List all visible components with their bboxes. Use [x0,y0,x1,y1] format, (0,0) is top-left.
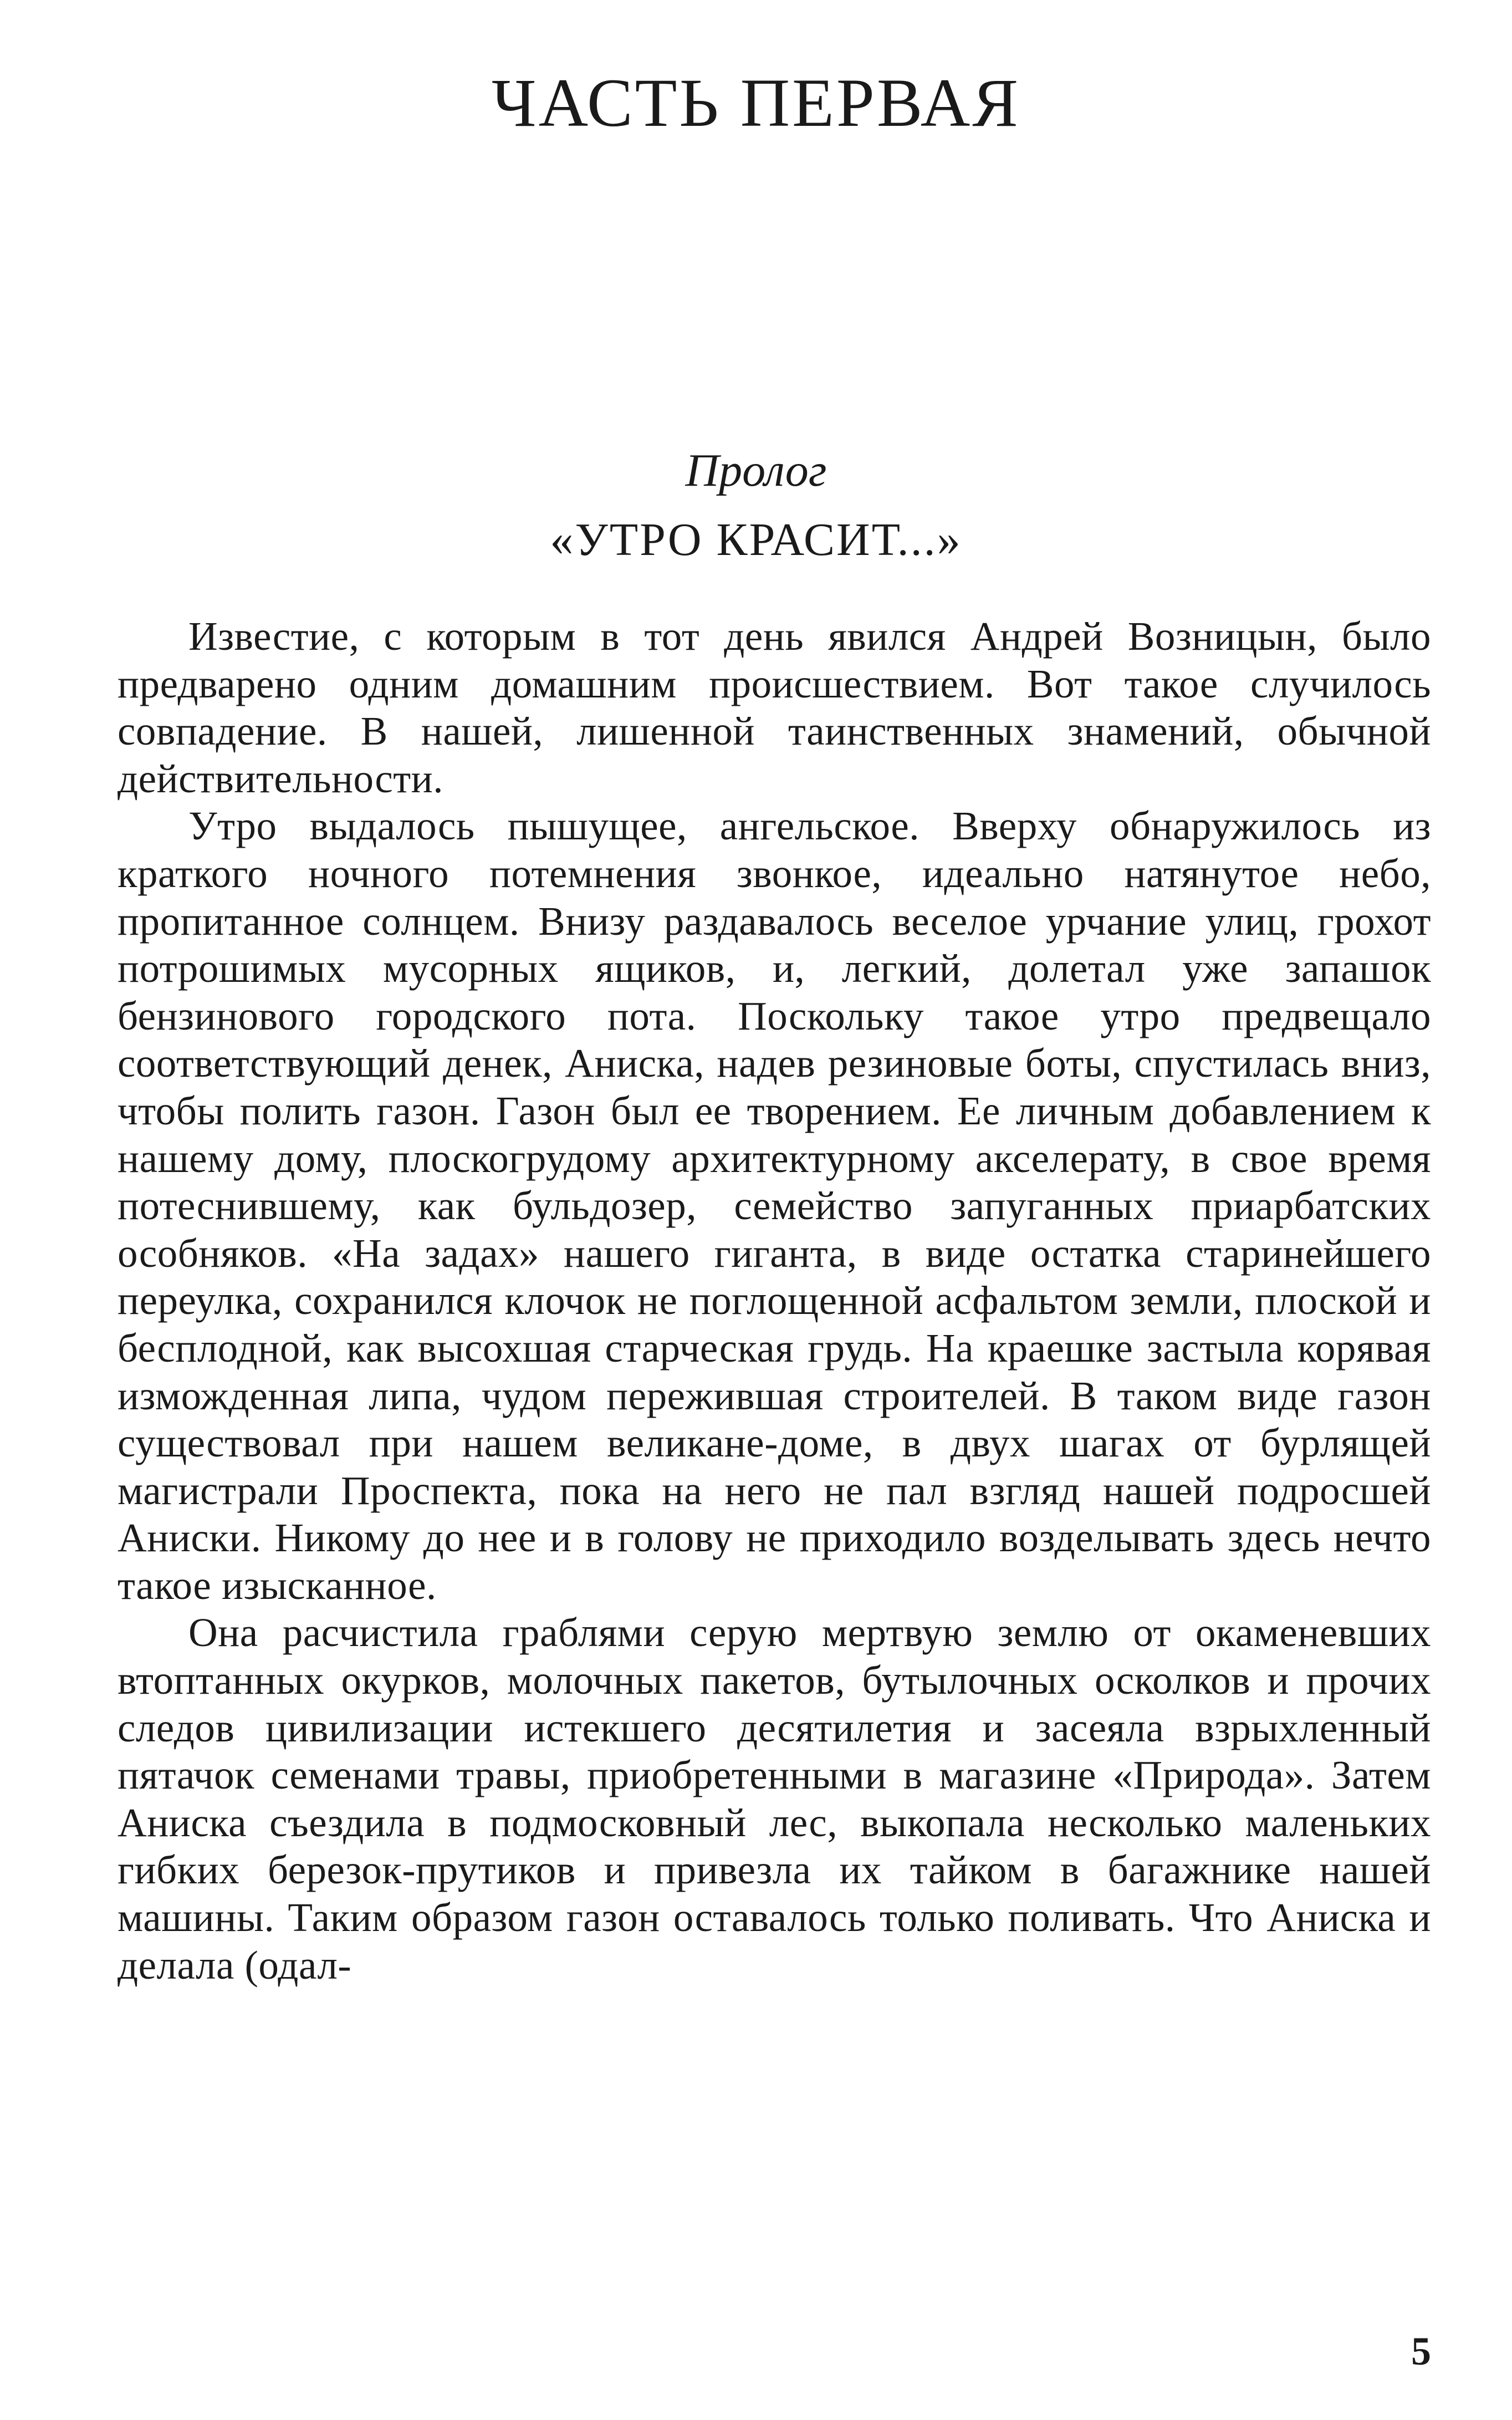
paragraph-2: Утро выдалось пышущее, ангельское. Вверху обнаружилось из краткого ночного потемнения звонкое, идеально натянутое небо, пропитанное солнцем. Внизу раздавалось веселое урчание улиц, грохот потрошимых мусорных ящиков, и, легкий, долетал уже запашок бензинового городского пота. Поскольку такое утро предвещало соответствующий денек, Аниска, надев резиновые боты, спустилась вниз, чтобы полить газон. Газон был ее творением. Ее личным добавлением к нашему дому, плоскогрудому архитектурному акселерату, в свое время потеснившему, как бульдозер, семейство запуганных приарбатских особняков. «На задах» нашего гиганта, в виде остатка старинейшего переулка, сохранился клочок не поглощенной асфальтом земли, плоской и бесплодной, как высохшая старческая грудь. На краешке застыла корявая изможденная липа, чудом пережившая строителей. В таком виде газон существовал при нашем великане-доме, в двух шагах от бурлящей магистрали Проспекта, пока на него не пал взгляд нашей подросшей Аниски. Никому до нее и в голову не приходило возделывать здесь нечто такое изысканное. [118,803,1431,1608]
chapter-title: «УТРО КРАСИТ...» [550,514,962,565]
paragraph-1: Известие, с которым в тот день явился Андрей Возницын, было предварено одним домашним происшествием. Вот такое случилось совпадение. В нашей, лишенной таинственных знамений, обычной действительности. [118,614,1431,801]
body-text [118,613,1431,1989]
prologue-label: Пролог [685,445,827,496]
page-number: 5 [1411,2329,1431,2373]
paragraph-3: Она расчистила граблями серую мертвую землю от окаменевших втоптанных окурков, молочных пакетов, бутылочных осколков и прочих следов цивилизации истекшего десятилетия и засеяла взрыхленный пятачок семенами травы, приобретенными в магазине «Природа». Затем Аниска съездила в подмосковный лес, выкопала несколько маленьких гибких березок-прутиков и привезла их тайком в багажнике нашей машины. Таким образом газон оставалось только поливать. Что Аниска и делала (одал- [118,1610,1431,1988]
part-title: ЧАСТЬ ПЕРВАЯ [491,65,1021,141]
